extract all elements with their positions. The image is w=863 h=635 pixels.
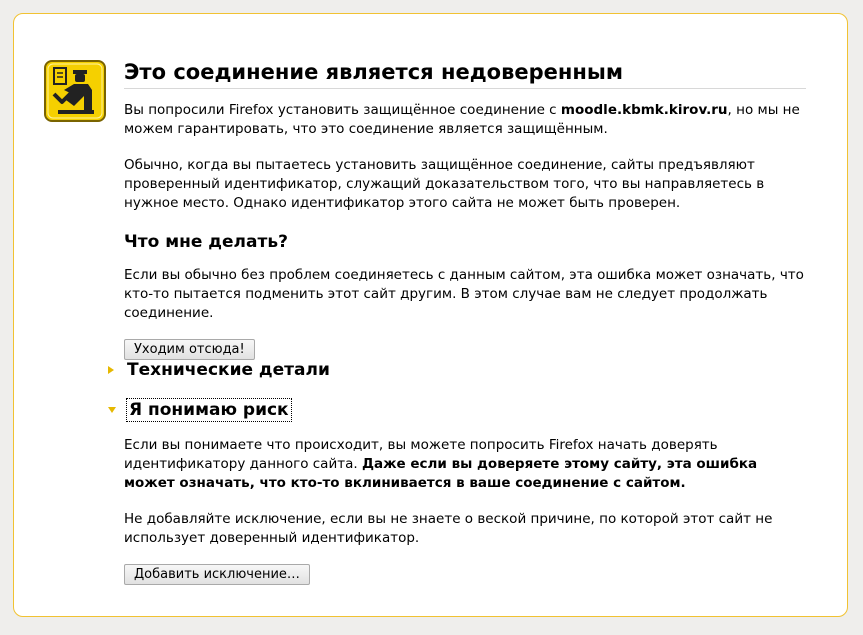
triangle-down-icon: [108, 407, 116, 413]
add-exception-button[interactable]: Добавить исключение…: [124, 564, 310, 585]
explanation-text: Обычно, когда вы пытаетесь установить защищённое соединение, сайты предъявляют проверенный идентификатор, служащий доказательством того, что вы направляетесь в нужное место. Однако идентификатор этого сайта не может быть проверен.: [124, 157, 765, 211]
risk-warning-text: Не добавляйте исключение, если вы не знаете о веской причине, по которой этот сайт не использует доверенный идентификатор.: [124, 511, 773, 546]
risk-text: [124, 436, 806, 493]
intro-prefix: Вы попросили Firefox установить защищённое соединение с: [124, 102, 561, 118]
technical-details-label: Технические детали: [127, 360, 330, 380]
what-to-do-heading: Что мне делать?: [124, 232, 288, 252]
triangle-right-icon: [108, 366, 114, 374]
officer-alert-icon: [44, 60, 106, 122]
risk-text-prefix: Если вы понимаете что происходит, вы можете попросить Firefox начать доверять идентификатору данного сайта.: [124, 437, 718, 472]
main-content: [124, 58, 806, 360]
risk-section: [124, 436, 806, 585]
leave-button[interactable]: Уходим отсюда!: [124, 339, 255, 360]
understand-risk-label: Я понимаю риск: [129, 400, 289, 420]
intro-suffix: , но мы не можем гарантировать, что это соединение является защищённым.: [124, 102, 800, 137]
page-title: Это соединение является недоверенным: [124, 58, 806, 89]
understand-risk-expander[interactable]: [108, 399, 291, 421]
intro-host: moodle.kbmk.kirov.ru: [560, 102, 728, 118]
what-to-do-text: Если вы обычно без проблем соединяетесь с данным сайтом, эта ошибка может означать, что кто-то пытается подменить этот сайт другим. В этом случае вам не следует продолжать соединение.: [124, 267, 804, 321]
technical-details-expander[interactable]: [108, 359, 332, 381]
intro-text: [124, 101, 806, 139]
risk-text-bold: Даже если вы доверяете этому сайту, эта ошибка может означать, что кто-то вклинивается в ваше соединение с сайтом.: [124, 456, 758, 491]
